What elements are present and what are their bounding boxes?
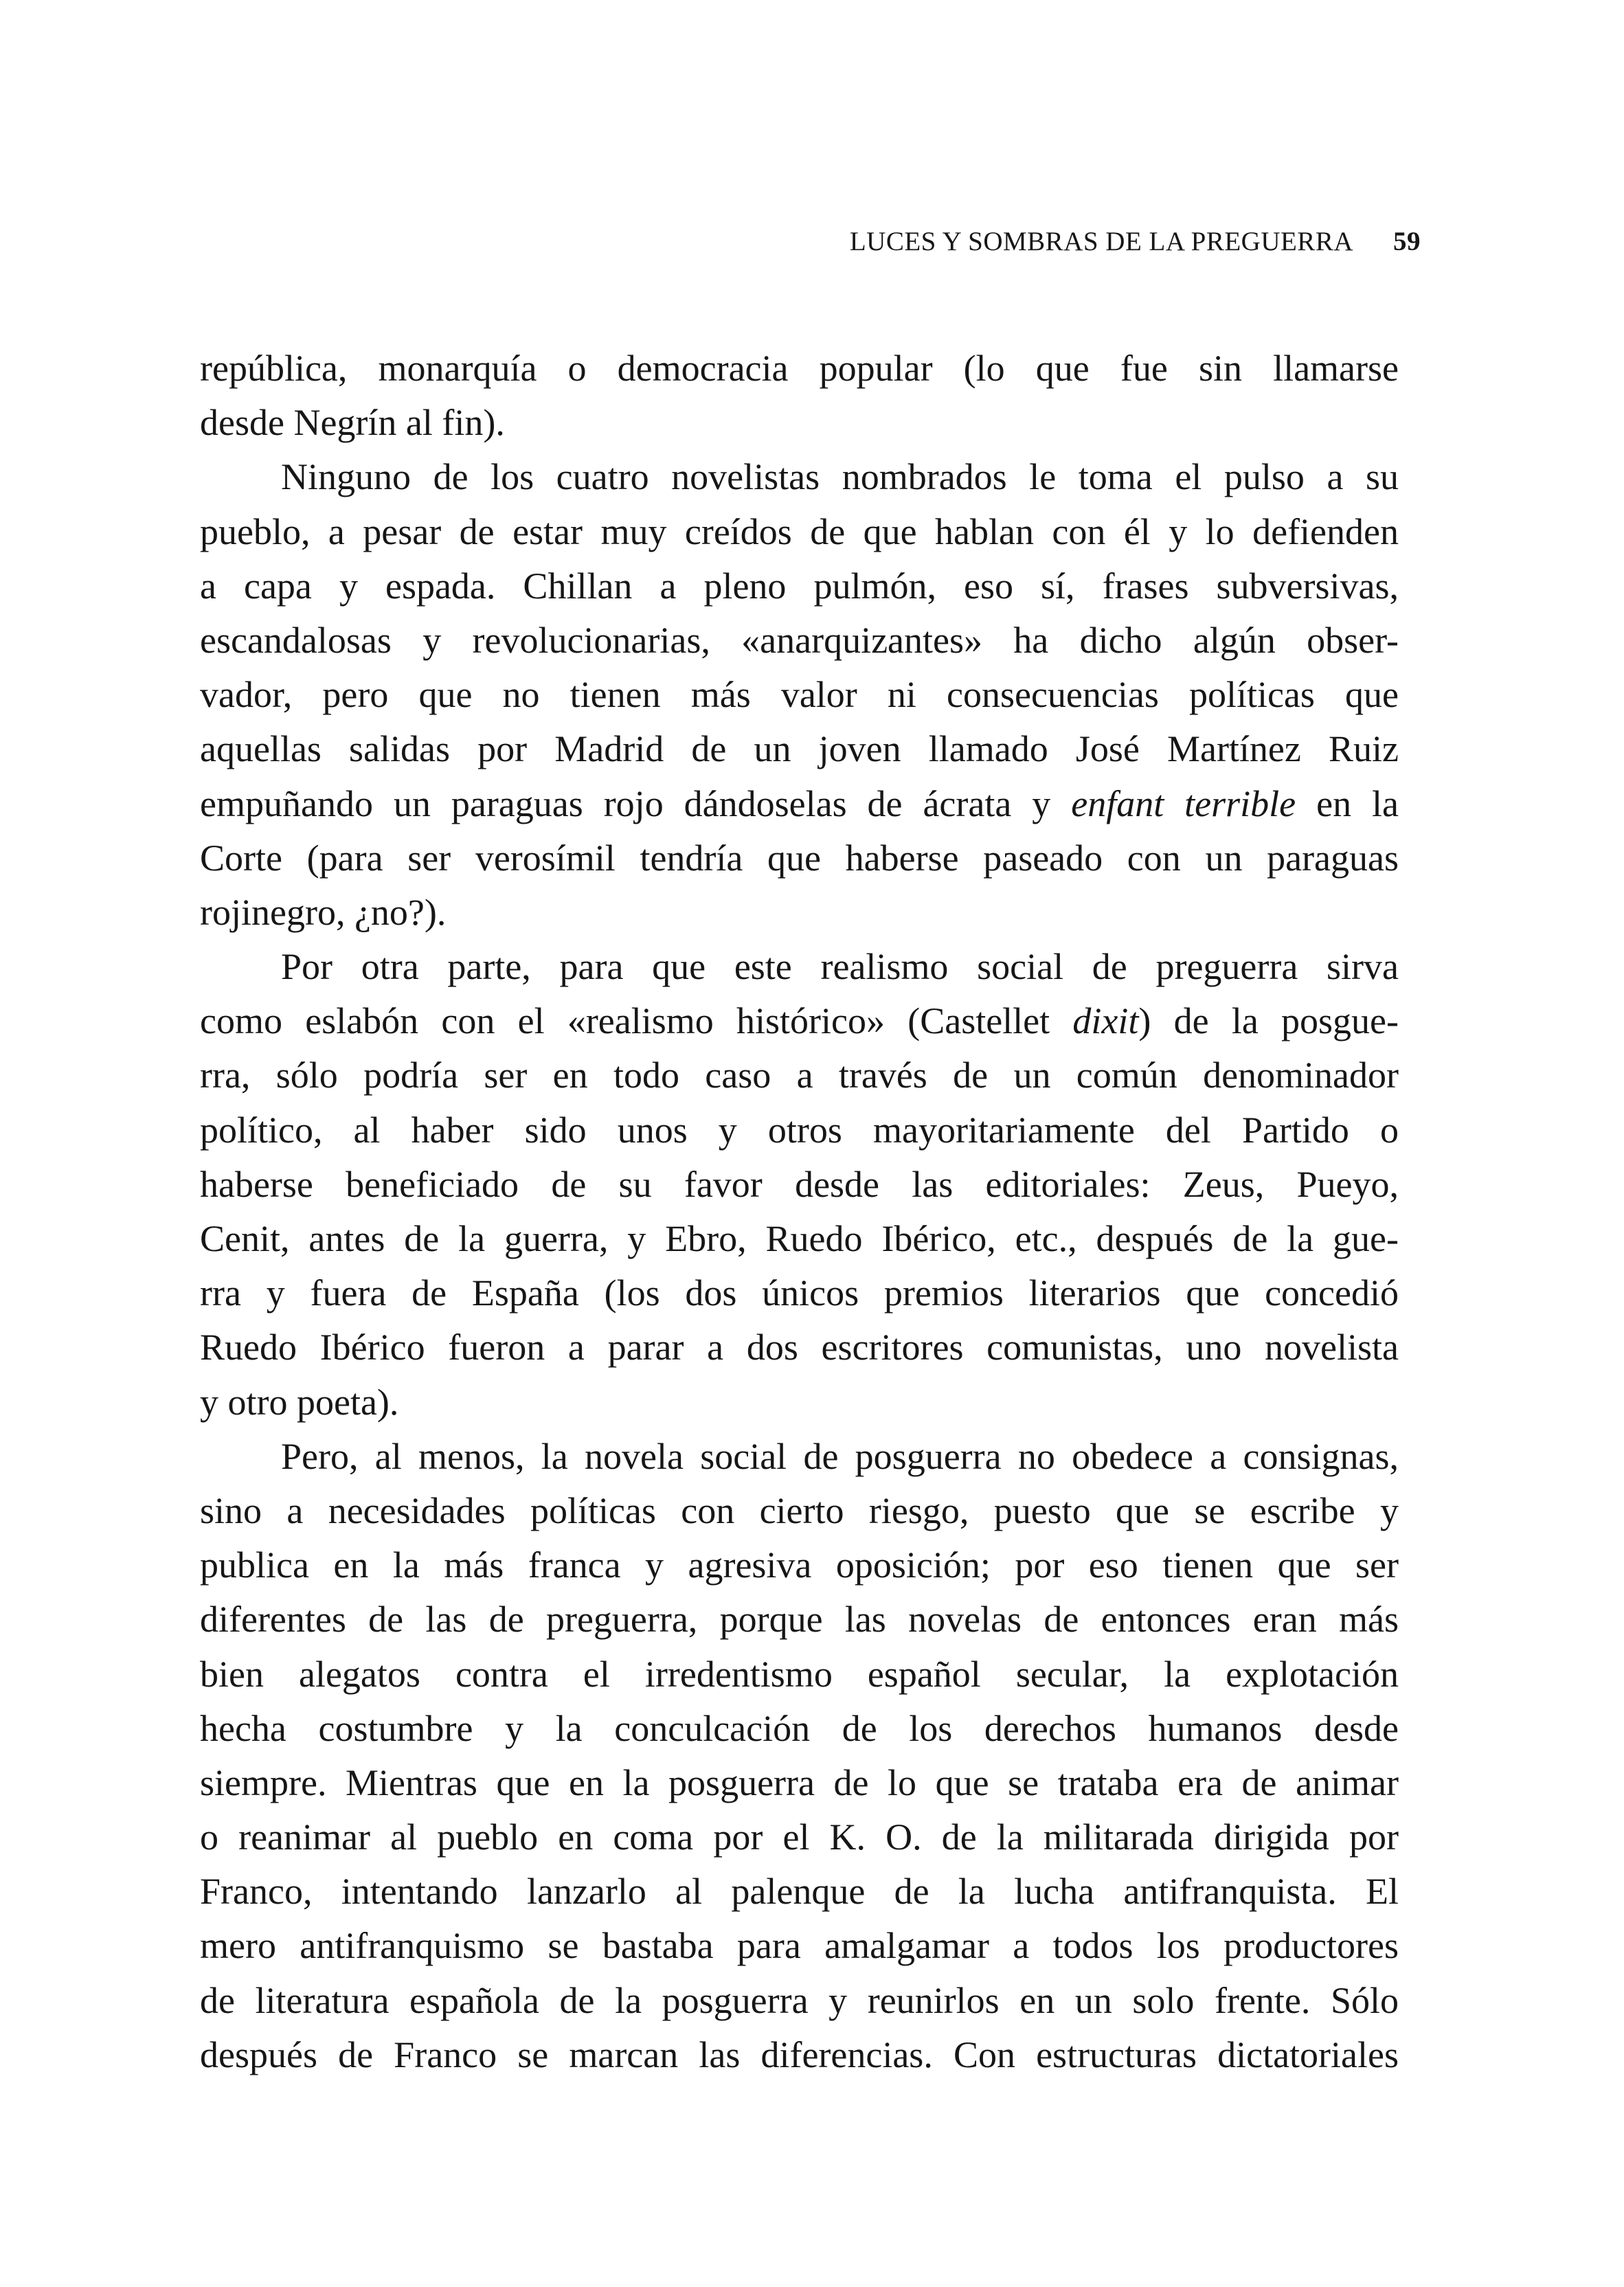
text-segment: ) de la posgue- (1138, 1000, 1399, 1042)
italic-phrase: enfant terrible (1071, 782, 1296, 824)
italic-phrase: dixit (1072, 1000, 1139, 1042)
text-segment: como eslabón con el «realismo histórico» (Castellet (200, 1000, 1073, 1042)
text-line: Por otra parte, para que este realismo social de preguerra sirva (281, 946, 1399, 988)
text-line: de literatura española de la posguerra y reunirlos en un solo frente. Sólo (200, 1979, 1399, 2021)
text-line: y otro poeta). (200, 1381, 399, 1423)
text-line: hecha costumbre y la conculcación de los derechos humanos desde (200, 1707, 1399, 1749)
text-line: rojinegro, ¿no?). (200, 891, 447, 933)
running-title: LUCES Y SOMBRAS DE LA PREGUERRA (849, 227, 1353, 256)
page-number: 59 (1393, 227, 1421, 256)
text-line: pueblo, a pesar de estar muy creídos de que hablan con él y lo defienden (200, 510, 1399, 552)
text-line: Pero, al menos, la novela social de posguerra no obedece a consignas, (281, 1435, 1399, 1477)
text-line: Franco, intentando lanzarlo al palenque de la lucha antifranquista. El (200, 1871, 1399, 1913)
text-line: o reanimar al pueblo en coma por el K. O. de la militarada dirigida por (200, 1816, 1399, 1858)
text-line (200, 994, 1399, 1048)
text-line: vador, pero que no tienen más valor ni consecuencias políticas que (200, 674, 1399, 716)
text-segment: empuñando un paraguas rojo dándoselas de ácrata y (200, 782, 1072, 824)
text-line: a capa y espada. Chillan a pleno pulmón, eso sí, frases subversivas, (200, 565, 1399, 607)
running-head (850, 228, 1421, 255)
text-line: publica en la más franca y agresiva oposición; por eso tienen que ser (200, 1544, 1399, 1586)
text-line: después de Franco se marcan las diferencias. Con estructuras dictatoriales (200, 2033, 1399, 2075)
text-line: siempre. Mientras que en la posguerra de lo que se trataba era de animar (200, 1761, 1399, 1803)
text-segment: en la (1296, 782, 1399, 824)
text-line: bien alegatos contra el irredentismo español secular, la explotación (200, 1653, 1399, 1695)
text-line: diferentes de las de preguerra, porque las novelas de entonces eran más (200, 1599, 1399, 1641)
text-line: mero antifranquismo se bastaba para amalgamar a todos los productores (200, 1925, 1399, 1967)
text-line: sino a necesidades políticas con cierto riesgo, puesto que se escribe y (200, 1489, 1399, 1531)
text-line: república, monarquía o democracia popular (lo que fue sin llamarse (200, 348, 1399, 389)
text-line: haberse beneficiado de su favor desde las editoriales: Zeus, Pueyo, (200, 1163, 1399, 1205)
text-line: Corte (para ser verosímil tendría que haberse paseado con un paraguas (200, 837, 1399, 879)
text-line: Ruedo Ibérico fueron a parar a dos escritores comunistas, uno novelista (200, 1327, 1399, 1368)
text-line: rra y fuera de España (los dos únicos premios literarios que concedió (200, 1272, 1399, 1314)
text-line: desde Negrín al fin). (200, 402, 505, 444)
text-line: político, al haber sido unos y otros mayoritariamente del Partido o (200, 1109, 1399, 1151)
text-line: rra, sólo podría ser en todo caso a través de un común denominador (200, 1055, 1399, 1096)
text-line (200, 777, 1399, 831)
text-line: escandalosas y revolucionarias, «anarquizantes» ha dicho algún obser- (200, 619, 1399, 661)
text-line: Cenit, antes de la guerra, y Ebro, Ruedo Ibérico, etc., después de la gue- (200, 1218, 1399, 1259)
body-text (200, 341, 1399, 2082)
text-line: aquellas salidas por Madrid de un joven llamado José Martínez Ruiz (200, 728, 1399, 770)
text-line: Ninguno de los cuatro novelistas nombrados le toma el pulso a su (281, 456, 1399, 498)
